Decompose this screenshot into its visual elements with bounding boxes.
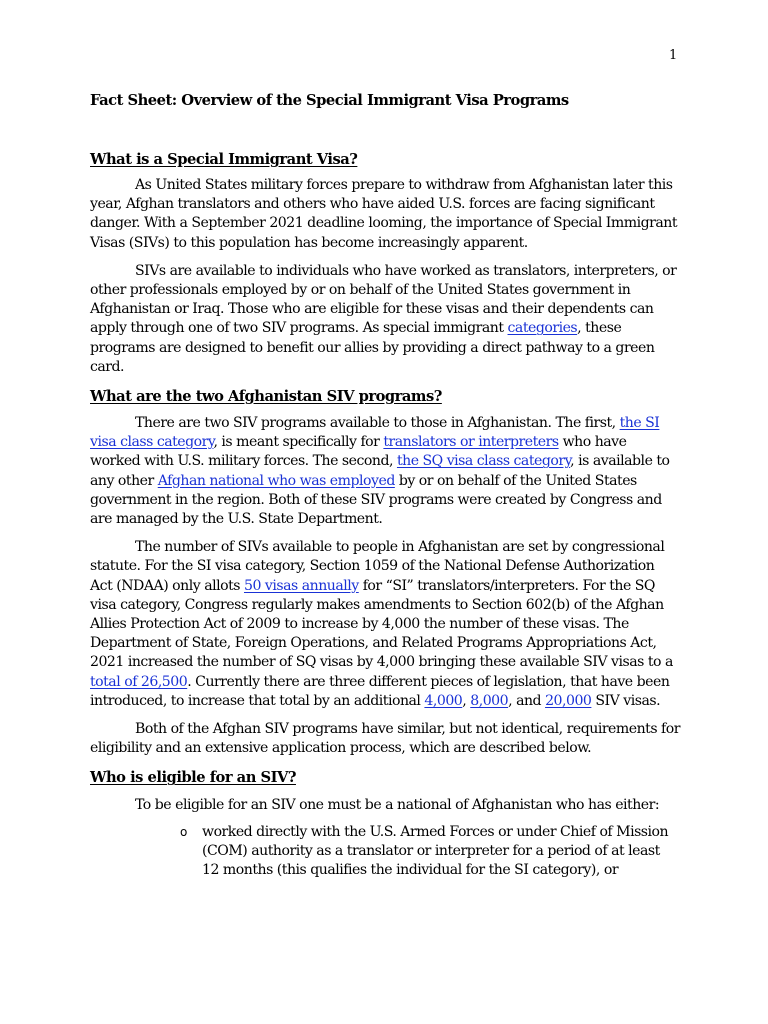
link-total-26500[interactable]: total of 26,500	[90, 673, 188, 690]
paragraph-two-programs	[90, 414, 680, 529]
text-run: who have worked with U.S. military forces. The second,	[90, 434, 627, 470]
paragraph-siv-intro: As United States military forces prepare to withdraw from Afghanistan later this year, Afghan translators and others who have aided U.S. forces are facing significant danger. With a September 2021 deadline looming, the importance of Special Immigrant Visas (SIVs) to this population has become increasingly apparent.	[90, 177, 678, 251]
list-item	[180, 823, 680, 881]
link-4000[interactable]: 4,000	[424, 692, 463, 709]
link-sq-visa-class[interactable]: the SQ visa class category	[396, 453, 571, 470]
text-run: . Currently there are three different pieces of legislation, that have been introduced, to increase that total by an additional	[90, 673, 670, 709]
text-run: The number of SIVs available to people in Afghanistan are set by congressional statute. For the SI visa category, Section 1059 of the National Defense Authorization Act (NDAA) only allots	[90, 539, 665, 594]
section-heading-two-programs: What are the two Afghanistan SIV programs?	[90, 388, 442, 406]
text-run: by or on behalf of the United States government in the region. Both of these SIV programs were created by Congress and are managed by the U.S. State Department.	[90, 472, 662, 528]
section-heading-who-eligible: Who is eligible for an SIV?	[90, 769, 296, 787]
link-8000[interactable]: 8,000	[470, 692, 509, 709]
document-title: Fact Sheet: Overview of the Special Immigrant Visa Programs	[90, 92, 569, 109]
text-run: for “SI” translators/interpreters. For the SQ visa category, Congress regularly makes amendments to Section 602(b) of the Afghan Allies Protection Act of 2009 to increase by 4,000 the number of these visas. The Department of State, Foreign Operations, and Related Programs Appropriations Act, 2021 increased the number of SQ visas by 4,000 bringing these available SIV visas to a	[90, 577, 673, 671]
list-item-text: worked directly with the U.S. Armed Forces or under Chief of Mission (COM) authority as a translator or interpreter for a period of at least 12 months (this qualifies the individual for the SI category), or	[202, 823, 669, 879]
text-run: , and	[508, 692, 546, 709]
section-heading-what-is-siv: What is a Special Immigrant Visa?	[90, 151, 358, 168]
text-run: , these programs are designed to benefit our allies by providing a direct pathway to a green card.	[90, 320, 655, 375]
link-categories[interactable]: categories	[507, 320, 578, 337]
document-body	[90, 90, 680, 880]
link-translators-interpreters[interactable]: translators or interpreters	[383, 434, 559, 451]
text-run: There are two SIV programs available to those in Afghanistan. The first,	[135, 415, 620, 432]
paragraph-siv-eligibility	[90, 262, 680, 377]
link-afghan-national-employed[interactable]: Afghan national who was employed	[157, 472, 395, 489]
paragraph-visa-numbers	[90, 538, 680, 711]
paragraph-requirements: Both of the Afghan SIV programs have similar, but not identical, requirements for eligibility and an extensive application process, which are described below.	[90, 721, 680, 757]
text-run: , is meant specifically for	[213, 434, 384, 451]
page-number: 1	[669, 48, 678, 63]
paragraph-eligibility-intro: To be eligible for an SIV one must be a national of Afghanistan who has either:	[135, 797, 660, 814]
link-20000[interactable]: 20,000	[545, 692, 592, 709]
link-50-visas-annually[interactable]: 50 visas annually	[243, 577, 359, 594]
text-run: , is available to any other	[90, 453, 670, 489]
text-run: SIV visas.	[591, 692, 661, 709]
eligibility-list	[90, 823, 680, 881]
text-run: SIVs are available to individuals who have worked as translators, interpreters, or other professionals employed by or on behalf of the United States government in Afghanistan or Iraq. Those who are eligible for these visas and their dependents can apply through one of two SIV programs. As special immigrant	[90, 262, 677, 337]
link-si-visa-class[interactable]: the SI visa class category	[90, 415, 660, 451]
hollow-bullet-icon: o	[180, 824, 187, 839]
text-run: ,	[462, 692, 471, 709]
